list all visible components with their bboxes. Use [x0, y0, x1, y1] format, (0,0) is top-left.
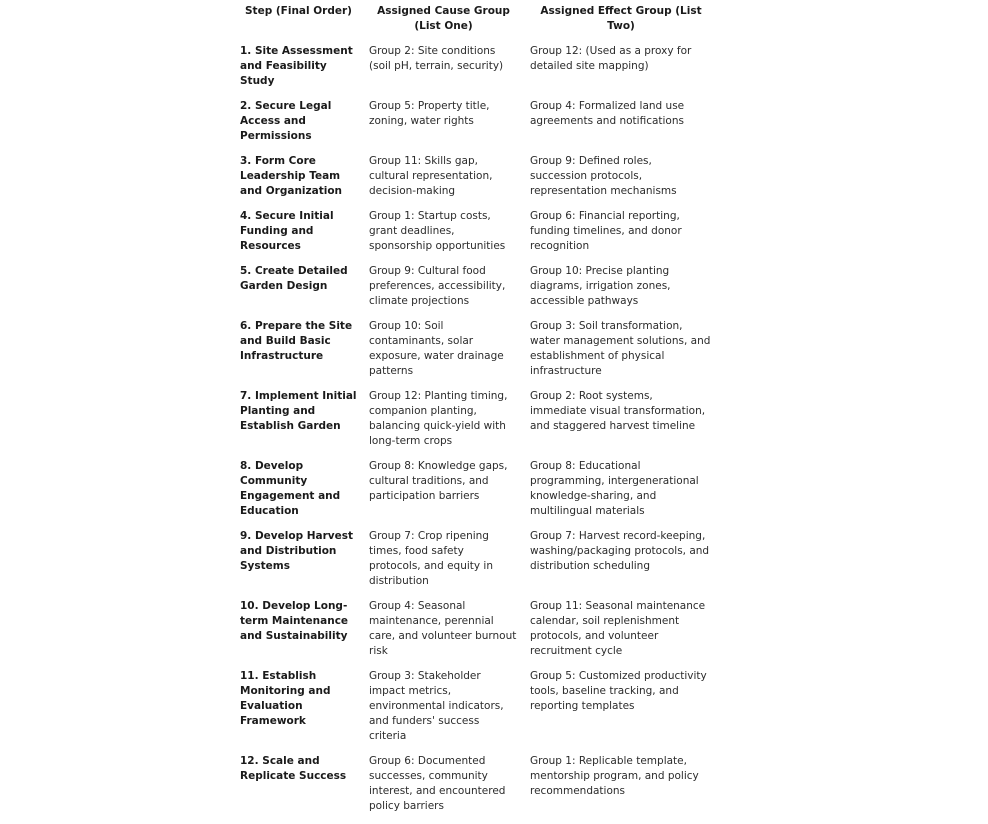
table-row [234, 754, 718, 824]
table-row [234, 459, 718, 529]
effect-cell: Group 4: Formalized land use agreements and notifications [530, 100, 685, 127]
table-row [234, 529, 718, 599]
step-cell: 12. Scale and Replicate Success [240, 755, 347, 782]
effect-cell: Group 9: Defined roles, succession protocols, representation mechanisms [530, 155, 677, 197]
cause-cell: Group 3: Stakeholder impact metrics, environmental indicators, and funders' success criteria [369, 670, 504, 742]
effect-cell: Group 7: Harvest record-keeping, washing/packaging protocols, and distribution scheduling [530, 530, 710, 572]
step-cell: 4. Secure Initial Funding and Resources [240, 210, 334, 252]
table-row [234, 264, 718, 319]
step-cell: 9. Develop Harvest and Distribution Systems [240, 530, 354, 572]
table-row [234, 154, 718, 209]
header-cause-group: Assigned Cause Group (List One) [377, 5, 510, 32]
step-cell: 8. Develop Community Engagement and Education [240, 460, 341, 517]
step-cell: 1. Site Assessment and Feasibility Study [240, 45, 353, 87]
cause-cell: Group 12: Planting timing, companion planting, balancing quick-yield with long-term crops [369, 390, 508, 447]
cause-cell: Group 11: Skills gap, cultural representation, decision-making [369, 155, 493, 197]
step-cell: 7. Implement Initial Planting and Establish Garden [240, 390, 357, 432]
step-cell: 10. Develop Long-term Maintenance and Sustainability [240, 600, 349, 642]
table-row [234, 209, 718, 264]
cause-cell: Group 1: Startup costs, grant deadlines, sponsorship opportunities [369, 210, 506, 252]
cause-cell: Group 9: Cultural food preferences, accessibility, climate projections [369, 265, 506, 307]
step-cell: 5. Create Detailed Garden Design [240, 265, 348, 292]
cause-cell: Group 4: Seasonal maintenance, perennial care, and volunteer burnout risk [369, 600, 517, 657]
effect-cell: Group 8: Educational programming, intergenerational knowledge-sharing, and multilingual materials [530, 460, 699, 517]
table-row [234, 599, 718, 669]
effect-cell: Group 12: (Used as a proxy for detailed site mapping) [530, 45, 692, 72]
table-row [234, 669, 718, 754]
table-header-row [234, 4, 718, 44]
cause-cell: Group 8: Knowledge gaps, cultural traditions, and participation barriers [369, 460, 508, 502]
effect-cell: Group 11: Seasonal maintenance calendar, soil replenishment protocols, and volunteer recruitment cycle [530, 600, 706, 657]
table-row [234, 44, 718, 99]
cause-cell: Group 5: Property title, zoning, water rights [369, 100, 490, 127]
effect-cell: Group 2: Root systems, immediate visual transformation, and staggered harvest timeline [530, 390, 706, 432]
step-cell: 11. Establish Monitoring and Evaluation Framework [240, 670, 331, 727]
assignment-table [234, 4, 718, 824]
table-row [234, 99, 718, 154]
step-cell: 6. Prepare the Site and Build Basic Infrastructure [240, 320, 353, 362]
table-row [234, 389, 718, 459]
cause-cell: Group 10: Soil contaminants, solar exposure, water drainage patterns [369, 320, 504, 377]
header-step: Step (Final Order) [245, 5, 352, 17]
cause-cell: Group 6: Documented successes, community interest, and encountered policy barriers [369, 755, 506, 812]
step-cell: 2. Secure Legal Access and Permissions [240, 100, 332, 142]
effect-cell: Group 1: Replicable template, mentorship program, and policy recommendations [530, 755, 699, 797]
header-effect-group: Assigned Effect Group (List Two) [540, 5, 702, 32]
effect-cell: Group 3: Soil transformation, water management solutions, and establishment of physical infrastructure [530, 320, 711, 377]
effect-cell: Group 5: Customized productivity tools, baseline tracking, and reporting templates [530, 670, 707, 712]
cause-cell: Group 2: Site conditions (soil pH, terrain, security) [369, 45, 504, 72]
effect-cell: Group 10: Precise planting diagrams, irrigation zones, accessible pathways [530, 265, 671, 307]
table-row [234, 319, 718, 389]
effect-cell: Group 6: Financial reporting, funding timelines, and donor recognition [530, 210, 682, 252]
step-cell: 3. Form Core Leadership Team and Organization [240, 155, 343, 197]
cause-cell: Group 7: Crop ripening times, food safety protocols, and equity in distribution [369, 530, 494, 587]
